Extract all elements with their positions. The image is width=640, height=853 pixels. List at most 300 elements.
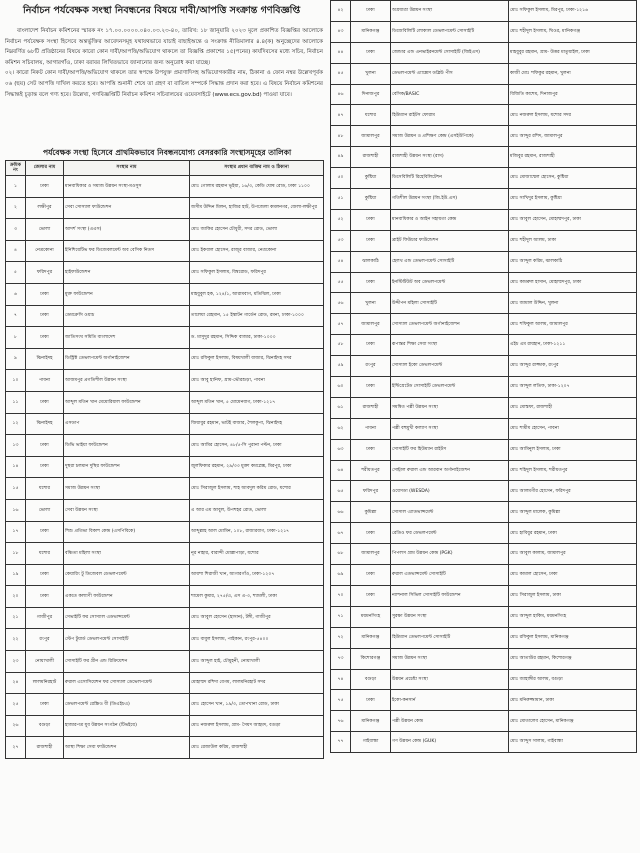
- cell-serial: ৫: [6, 262, 26, 284]
- cell-org-name: ডিসেবিলিটি রিহেবিলিটেশন: [391, 168, 509, 189]
- cell-org-name: সেন্ট্রাল রুরাল এন্ড আরবান অর্গানাইজেশন: [391, 460, 509, 481]
- cell-serial: ৫৮: [331, 335, 351, 356]
- cell-district: ঢাকা: [26, 176, 64, 198]
- cell-district: ভোলা: [26, 499, 64, 521]
- cell-head-address: মোঃ সফিকুল ইসলাম, মিরপুর, ঢাকা-১২১৬: [509, 1, 637, 22]
- cell-district: ঢাকা: [351, 585, 391, 606]
- cell-org-name: পল্লী বহুমুখী কল্যাণ সংস্থা: [391, 418, 509, 439]
- cell-district: জামালপুর: [351, 126, 391, 147]
- cell-org-name: রুরাল এডভান্সমেন্ট সোসাইটি: [391, 565, 509, 586]
- cell-head-address: মোঃ বাবুল ইসলাম, পাইকান, রংপুর-৫৪০০: [190, 629, 324, 651]
- cell-head-address: মোঃ আব্দুল করিম, ঝালকাঠি: [509, 251, 637, 272]
- cell-serial: ৬০: [331, 377, 351, 398]
- list-title: পর্যবেক্ষক সংস্থা হিসেবে প্রাথমিকভাবে নিবন্ধনযোগ্য বেসরকারি সংস্থাসমূহের তালিকা: [43, 148, 292, 157]
- cell-serial: ৬৭: [331, 523, 351, 544]
- table-row: [331, 1, 637, 22]
- cell-serial: ১: [6, 176, 26, 198]
- cell-district: ঢাকা: [26, 327, 64, 349]
- cell-org-name: ইকো-কনসার্ন: [391, 690, 509, 711]
- cell-district: বগুড়া: [351, 669, 391, 690]
- cell-org-name: বেসিক/BASIC: [391, 84, 509, 105]
- cell-org-name: শিশু প্রতিভা বিকাশ কেন্দ্র (এসপিবিকে): [64, 521, 190, 543]
- cell-org-name: সোসাইটি ফর গ্রীন এন্ড রিক্রিয়েশন: [64, 651, 190, 673]
- table-row: [6, 607, 324, 629]
- cell-head-address: মোঃ নজরুল ইসলাম, যশোর সদর: [509, 105, 637, 126]
- header-org-name: সংস্থার নাম: [64, 161, 190, 176]
- cell-district: পাবনা: [26, 370, 64, 392]
- table-row: [331, 314, 637, 335]
- cell-head-address: মোঃ জামাল উদ্দিন, খুলনা: [509, 293, 637, 314]
- cell-district: ঢাকা: [26, 564, 64, 586]
- cell-org-name: হিউম্যান রাইটস ফোরাম: [391, 105, 509, 126]
- cell-serial: ১৮: [6, 543, 26, 565]
- cell-serial: ৭০: [331, 585, 351, 606]
- table-row: [331, 397, 637, 418]
- cell-serial: ৫৪: [331, 251, 351, 272]
- table-row: [6, 694, 324, 716]
- cell-district: ঝিনাইদহ: [26, 413, 64, 435]
- cell-district: ঢাকা: [351, 377, 391, 398]
- cell-head-address: বিজিতি কাশেম, দিনাজপুর: [509, 84, 637, 105]
- cell-org-name: ডেমক্রেসি ওয়াচ: [64, 305, 190, 327]
- cell-head-address: মোঃ শহীদুল ইসলাম, ঘিওর, মানিকগঞ্জ: [509, 21, 637, 42]
- cell-head-address: মোঃ আব্দুল মালেক, কুমিল্লা: [509, 502, 637, 523]
- cell-org-name: হাজারপত্র যুব উন্নয়ন সংগঠন (টিভইয়ে): [64, 715, 190, 737]
- cell-district: ঢাকা: [26, 456, 64, 478]
- cell-serial: ৭৩: [331, 648, 351, 669]
- cell-district: ঢাকা: [351, 523, 391, 544]
- cell-district: লালমনিরহাট: [26, 672, 64, 694]
- table-row: [6, 672, 324, 694]
- cell-serial: ৭৪: [331, 669, 351, 690]
- cell-head-address: মোঃ শফিকুল আলম, জামালপুর: [509, 314, 637, 335]
- cell-org-name: ব্রাইট ফিউচার ফাউন্ডেশন: [391, 230, 509, 251]
- cell-org-name: আজমপুর প্রগতিশীল উন্নয়ন সংস্থা: [64, 370, 190, 392]
- cell-serial: ২৬: [6, 715, 26, 737]
- table-row: [6, 651, 324, 673]
- table-row: [6, 370, 324, 392]
- header-head-address: সংস্থার প্রধান ব্যক্তির নাম ও ঠিকানা: [190, 161, 324, 176]
- cell-serial: ১৭: [6, 521, 26, 543]
- table-row: [331, 42, 637, 63]
- cell-serial: ৪৬: [331, 84, 351, 105]
- table-row: [6, 413, 324, 435]
- cell-org-name: মুক্ত ফাউন্ডেশন: [64, 283, 190, 305]
- cell-org-name: ডেভলপমেন্ট এ্যাক্সেস ডব্লিউ পীস: [391, 63, 509, 84]
- cell-org-name: হিউম্যান ডেভলপমেন্ট সোসাইটি: [391, 627, 509, 648]
- cell-district: ঢাকা: [26, 435, 64, 457]
- cell-district: জামালপুর: [351, 544, 391, 565]
- cell-serial: ২৭: [6, 737, 26, 759]
- cell-serial: ৭৫: [331, 690, 351, 711]
- table-row: [6, 305, 324, 327]
- cell-district: শরীয়তপুর: [351, 460, 391, 481]
- cell-serial: ৭১: [331, 606, 351, 627]
- cell-head-address: মোঃ আবুল হোসেন (হাসান), টঙ্গী, গাজীপুর: [190, 607, 324, 629]
- cell-district: ঢাকা: [26, 694, 64, 716]
- cell-org-name: কেয়ারিং টু ডিজেবল ডেভলপমেন্ট: [64, 564, 190, 586]
- cell-head-address: এ আর এম আবুল, উপশহর রোড, ভোলা: [190, 499, 324, 521]
- cell-serial: ৪৮: [331, 126, 351, 147]
- cell-district: ঢাকা: [351, 1, 391, 22]
- cell-head-address: মোঃ মোজাম্মেল হোসেন, কুষ্টিয়া: [509, 168, 637, 189]
- cell-head-address: মজিবুর রহমান, রাজশাহী: [509, 147, 637, 168]
- cell-district: ঝালকাঠি: [351, 251, 391, 272]
- cell-district: কুষ্টিয়া: [351, 168, 391, 189]
- cell-district: গাইবান্ধা: [351, 732, 391, 753]
- table-row: [6, 521, 324, 543]
- cell-serial: ৭২: [331, 627, 351, 648]
- cell-head-address: মোঃ আব্দুল হাকিম, ময়মনসিংহ: [509, 606, 637, 627]
- cell-head-address: মোঃ কামরুল হাসান, মোহাম্মদপুর, ঢাকা: [509, 272, 637, 293]
- table-row: [331, 481, 637, 502]
- right-column: [330, 0, 638, 853]
- cell-serial: ১৪: [6, 456, 26, 478]
- cell-head-address: মোঃ আলমগীর হোসেন, ফরিদপুর: [509, 481, 637, 502]
- cell-serial: ২১: [6, 607, 26, 629]
- table-row: [331, 627, 637, 648]
- table-header-row: [6, 161, 324, 176]
- table-row: [331, 648, 637, 669]
- cell-district: ঢাকা: [26, 283, 64, 305]
- cell-org-name: ডিজেবিলিটি লোকাল ডেভলপমেন্ট সোসাইটি: [391, 21, 509, 42]
- cell-head-address: মোঃ গোলাম রহমান ভূইয়া, ১৬/৩, কেডি ঘোষ রোড, ঢাকা ১১০০: [190, 176, 324, 198]
- cell-serial: ২০: [6, 586, 26, 608]
- cell-serial: ২৪: [6, 672, 26, 694]
- cell-district: বগুড়া: [26, 715, 64, 737]
- cell-org-name: সমাজ উন্নয়ন সংস্থা: [391, 648, 509, 669]
- cell-district: মানিকগঞ্জ: [351, 21, 391, 42]
- cell-org-name: ন্যাশনাল সিভিল সোসাইটি ফাউন্ডেশন: [391, 585, 509, 606]
- cell-district: ঢাকা: [351, 439, 391, 460]
- cell-org-name: ডেভলপমেন্ট রেস্ক্রিও বী (ডিএইচএ): [64, 694, 190, 716]
- notice-paragraph-1: বাংলাদেশ নির্বাচন কমিশনের স্মারক নং ১৭.০০.০০০০.০৪০.০৩.২৩-৪০, তারিখ: ১৮ জানুয়ারি ২০২৩ মূলে প্রকাশিত বিজ্ঞপ্তির আলোকে নির্বাচন পর্যবেক্ষক সংস্থা হিসেবে অন্তর্ভুক্তির আবেদনসমূহ যথাযথভাবে যাচাই বাছাইঅন্তে ও সংক্রান্ত নীতিমালার ৪.৪(ক) অনুচ্ছেদের আলোকে নিম্নবর্ণিত ৬৮টি প্রতিষ্ঠানের বিষয়ে কারো কোন দাবী/আপত্তি/অভিযোগ থাকলে তা বিজ্ঞপ্তি প্রকাশের ১৫(পনের) কার্যদিবসের মধ্যে সচিব, নির্বাচন কমিশন সচিবালয়, আগারগাঁও, ঢাকা বরাবর লিখিতভাবে জানানোর জন্য অনুরোধ করা যাচ্ছে।: [5, 28, 323, 66]
- cell-district: নেত্রকোনা: [26, 240, 64, 262]
- table-row: [331, 690, 637, 711]
- cell-org-name: সোস্যাল ইকো ডেভলপমেন্ট: [391, 356, 509, 377]
- table-row: [6, 499, 324, 521]
- cell-org-name: সোসাইটি ফর হিউম্যান রাইটস: [391, 439, 509, 460]
- cell-org-name: সুরক্ষা উন্নয়ন সংস্থা: [391, 606, 509, 627]
- cell-org-name: রেডিও ফর ডেভলপমেন্ট: [391, 523, 509, 544]
- cell-org-name: গতিশীল উন্নয়ন সংস্থা (জি.ইউ.এস): [391, 189, 509, 210]
- cell-org-name: সোস্যাল ডেভলপমেন্ট অর্গানাইজেশন: [391, 314, 509, 335]
- cell-serial: ১০: [6, 370, 26, 392]
- cell-district: পাবনা: [351, 418, 391, 439]
- cell-serial: ২৫: [6, 694, 26, 716]
- cell-head-address: মোঃ আবুল কালাম, জামালপুর: [509, 544, 637, 565]
- table-row: [6, 456, 324, 478]
- cell-serial: ১৩: [6, 435, 26, 457]
- table-row: [331, 209, 637, 230]
- cell-district: রাজশাহী: [26, 737, 64, 759]
- table-row: [6, 586, 324, 608]
- cell-org-name: মানবাধিকার ও আইন সহায়তা কেন্দ্র: [391, 209, 509, 230]
- cell-head-address: মোঃ কামাল হোসেন, ঢাকা: [509, 565, 637, 586]
- table-row: [6, 176, 324, 198]
- cell-district: যশোর: [351, 105, 391, 126]
- cell-org-name: জাতিসংঘ সমিতি বাংলাদেশ: [64, 327, 190, 349]
- cell-org-name: গণ উন্নয়ন কেন্দ্র (GUK): [391, 732, 509, 753]
- cell-head-address: তালেয়া রেহমান, ১৫ ইস্কাটন গার্ডেন রোড, রমনা, ঢাকা-১০০০: [190, 305, 324, 327]
- cell-head-address: শামেল কুমার, ২৭৫/এ, এস এ-৩, শ্যামলী, ঢাকা: [190, 586, 324, 608]
- cell-district: নোয়াখালী: [26, 651, 64, 673]
- table-row: [331, 272, 637, 293]
- cell-serial: ৪৩: [331, 21, 351, 42]
- cell-serial: ৫১: [331, 189, 351, 210]
- cell-serial: ৪৭: [331, 105, 351, 126]
- cell-head-address: মাহবুবুল হক, ১২৪/১, আরামবাগ, মতিঝিল, ঢাকা: [190, 283, 324, 305]
- cell-serial: ৬২: [331, 418, 351, 439]
- cell-org-name: উদ্দীপন মহিলা সোসাইটি: [391, 293, 509, 314]
- table-row: [331, 711, 637, 732]
- cell-org-name: সেভাইটি ফর সোস্যাল এডভান্সমেন্ট: [64, 607, 190, 629]
- cell-district: ঢাকা: [26, 391, 64, 413]
- cell-org-name: ডিভি ভাইয়া ফাউন্ডেশন: [64, 435, 190, 457]
- table-row: [6, 327, 324, 349]
- table-body-right: [331, 1, 637, 753]
- cell-serial: ১৬: [6, 499, 26, 521]
- cell-district: লক্ষীপুর: [26, 197, 64, 219]
- cell-serial: ৪৫: [331, 63, 351, 84]
- table-row: [331, 439, 637, 460]
- cell-org-name: রূপান্তর শিক্ষা সেবা সংস্থা: [391, 335, 509, 356]
- cell-district: কুষ্টিয়া: [351, 189, 391, 210]
- table-row: [6, 629, 324, 651]
- cell-head-address: মোঃ আব্দুল হাই, চৌমুহনী, নোয়াখালী: [190, 651, 324, 673]
- cell-org-name: ডিস্ট্রিক্ট ডেভলপমেন্ট অর্গানাইজেশন: [64, 348, 190, 370]
- cell-district: ঢাকা: [351, 335, 391, 356]
- table-row: [6, 715, 324, 737]
- cell-head-address: মোঃ জাহাঙ্গীর আলম, বগুড়া: [509, 669, 637, 690]
- cell-org-name: স্টেপ টুয়ার্ড ডেভলপমেন্ট সোসাইটি: [64, 629, 190, 651]
- cell-head-address: মোঃ আব্দুল লতিফ, ঢাকা-১২০৭: [509, 377, 637, 398]
- cell-head-address: মোঃ শামীম হোসেন, পাবনা: [509, 418, 637, 439]
- cell-head-address: জিয়াবুর রহমান, ভাটই বাজার, শৈলকুপা, ঝিনাইদহ: [190, 413, 324, 435]
- cell-org-name: ইন্টিগ্রেটেড সোসাইটি ডেভলপমেন্ট: [391, 377, 509, 398]
- cell-head-address: মোঃ আব্দুর রশিদ, জামালপুর: [509, 126, 637, 147]
- cell-org-name: ইনস্টিটিউট অব ডেভলপমেন্ট: [391, 272, 509, 293]
- table-row: [331, 105, 637, 126]
- cell-district: ঢাকা: [351, 209, 391, 230]
- cell-serial: ৫৫: [331, 272, 351, 293]
- cell-district: ঝিনাইদহ: [26, 348, 64, 370]
- organizations-table-left: [5, 160, 324, 759]
- cell-org-name: অগ্রযাত্রা উন্নয়ন সংস্থা: [391, 1, 509, 22]
- cell-district: যশোর: [26, 543, 64, 565]
- cell-serial: ৬৮: [331, 544, 351, 565]
- cell-serial: ৬: [6, 283, 26, 305]
- cell-serial: ৬৪: [331, 460, 351, 481]
- cell-district: খুলনা: [351, 293, 391, 314]
- cell-serial: ৭৭: [331, 732, 351, 753]
- cell-serial: ৩: [6, 219, 26, 241]
- cell-org-name: পিপলস গ্রাম উন্নয়ন কেন্দ্র (PGK): [391, 544, 509, 565]
- cell-org-name: আব্দুল মতিন খান মেমোরিয়াল ফাউন্ডেশন: [64, 391, 190, 413]
- cell-serial: ৯: [6, 348, 26, 370]
- cell-head-address: মোঃ হোসেন খান, ১৯/৩, তোপখানা রোড, ঢাকা: [190, 694, 324, 716]
- table-row: [331, 418, 637, 439]
- cell-serial: ৬৩: [331, 439, 351, 460]
- cell-head-address: জসীম উদ্দিন মিলন, হাজির হাট, উপজেলা কমলনগর, জেলা-লক্ষীপুর: [190, 197, 324, 219]
- cell-serial: ৫০: [331, 168, 351, 189]
- cell-org-name: ওয়েসডা (WESDA): [391, 481, 509, 502]
- cell-serial: ৬৫: [331, 481, 351, 502]
- cell-org-name: ইনিশিয়েটিভ ফর ডিজেবলমেন্ট অব বেসিক নিডস: [64, 240, 190, 262]
- cell-org-name: জেন্ডার এন্ড এনভাইরনমেন্ট সোসাইটি (জিইএস): [391, 42, 509, 63]
- table-row: [6, 240, 324, 262]
- table-row: [331, 63, 637, 84]
- table-row: [331, 544, 637, 565]
- table-row: [331, 21, 637, 42]
- cell-org-name: বঞ্চিতা মহিলা সংস্থা: [64, 543, 190, 565]
- cell-org-name: একতে কল্যাণী ফাউন্ডেশন: [64, 586, 190, 608]
- table-row: [331, 189, 637, 210]
- cell-serial: ৭৬: [331, 711, 351, 732]
- cell-serial: ২২: [6, 629, 26, 651]
- table-row: [331, 230, 637, 251]
- table-body-left: [6, 176, 324, 759]
- cell-org-name: আস্থা শিক্ষা সেবা ফাউন্ডেশন: [64, 737, 190, 759]
- cell-head-address: মোহাম্মদ রশিদা বেগম, লালমনিরহাট সদর: [190, 672, 324, 694]
- cell-org-name: হাইফাউন্ডেশন: [64, 262, 190, 284]
- cell-serial: ৫৬: [331, 293, 351, 314]
- cell-org-name: উন্নয়ন প্রচেষ্টা সংস্থা: [391, 669, 509, 690]
- cell-head-address: আব্দুল্লাহ আল মোমিন, ১০৮, রাজারবাগ, ঢাকা-১২১৭: [190, 521, 324, 543]
- cell-serial: ৮: [6, 327, 26, 349]
- cell-org-name: আদর্শ সংস্থা (এএস): [64, 219, 190, 241]
- cell-org-name: সমাজ উন্নয়ন ও প্রশিক্ষণ কেন্দ্র (এসইউপিকে): [391, 126, 509, 147]
- cell-head-address: মোঃ আবুল হোসেন, মোহাম্মদপুর, ঢাকা: [509, 209, 637, 230]
- table-row: [331, 565, 637, 586]
- cell-serial: ৪৪: [331, 42, 351, 63]
- cell-head-address: মোঃ মনিরুজ্জামান, ঢাকা: [509, 690, 637, 711]
- organizations-table-right: [330, 0, 637, 753]
- cell-head-address: মোঃ সিরাজুল ইসলাম, শাহ আবদুল করিম রোড, যশোর: [190, 478, 324, 500]
- cell-org-name: হেলথ এন্ড ডেভলপমেন্ট সোসাইটি: [391, 251, 509, 272]
- cell-serial: ৪৯: [331, 147, 351, 168]
- notice-title: নির্বাচন পর্যবেক্ষক সংস্থা নিবন্ধনের বিষয়ে দাবী/আপত্তি সংক্রান্ত গণবিজ্ঞপ্তি: [23, 5, 301, 16]
- cell-district: ঢাকা: [26, 586, 64, 608]
- table-row: [331, 460, 637, 481]
- cell-head-address: মোঃ মোতালেব হোসেন, মানিকগঞ্জ: [509, 711, 637, 732]
- cell-org-name: সমন্বিত পল্লী উন্নয়ন সংস্থা: [391, 397, 509, 418]
- cell-head-address: মোঃ আবু হানিফ, গ্রাম-ভৌরশুড়া, পাবনা: [190, 370, 324, 392]
- cell-head-address: মোঃ সফিকুল ইসলাম, বিশ্বরোড, ফরিদপুর: [190, 262, 324, 284]
- table-row: [6, 391, 324, 413]
- cell-head-address: মোঃ হাবিবুর রহমান, ঢাকা: [509, 523, 637, 544]
- table-row: [331, 126, 637, 147]
- cell-head-address: মোঃ সিরাজুল ইসলাম, ঢাকা: [509, 585, 637, 606]
- cell-serial: ৪: [6, 240, 26, 262]
- cell-district: মানিকগঞ্জ: [351, 627, 391, 648]
- table-row: [331, 251, 637, 272]
- cell-head-address: ড. মাসুদুর রহমান, সিদ্দিক বাজার, ঢাকা-১০০০: [190, 327, 324, 349]
- cell-district: ঢাকা: [351, 565, 391, 586]
- cell-district: ময়মনসিংহ: [351, 606, 391, 627]
- cell-district: ভোলা: [26, 219, 64, 241]
- cell-org-name: এসডাপ: [64, 413, 190, 435]
- cell-serial: ৫৯: [331, 356, 351, 377]
- table-row: [6, 197, 324, 219]
- cell-org-name: মানবাধিকার ও সমাজ উন্নয়ন সংস্থা-মওসুস: [64, 176, 190, 198]
- cell-org-name: সেবা সোস্যাল ফাউন্ডেশন: [64, 197, 190, 219]
- cell-head-address: মাহবুবুর রহমান, গ্রাম- উত্তর মাতুয়াইল, ঢাকা: [509, 42, 637, 63]
- cell-serial: ৫৩: [331, 230, 351, 251]
- cell-head-address: মোঃ আব্দুর রাজ্জাক, রংপুর: [509, 356, 637, 377]
- cell-serial: ৪২: [331, 1, 351, 22]
- table-row: [6, 283, 324, 305]
- cell-district: দিনাজপুর: [351, 84, 391, 105]
- cell-head-address: মোঃ ইকবাল হোসেন, রাজূর বাজার, নেত্রকোনা: [190, 240, 324, 262]
- cell-org-name: সেবা উন্নয়ন সংস্থা: [64, 499, 190, 521]
- cell-district: কুমিল্লা: [351, 502, 391, 523]
- cell-org-name: সোসাল এ্যাডভান্সমেন্ট: [391, 502, 509, 523]
- cell-head-address: মোঃ সাখিদুর ইসলাম, কুষ্টিয়া: [509, 189, 637, 210]
- cell-serial: ২৩: [6, 651, 26, 673]
- cell-district: যশোর: [26, 478, 64, 500]
- cell-head-address: মোঃ রফিকুল ইসলাম, বিষয়খালী বাজার, ঝিনাইদহ সদর: [190, 348, 324, 370]
- table-row: [331, 669, 637, 690]
- cell-serial: ৬৬: [331, 502, 351, 523]
- left-column: [3, 0, 325, 853]
- cell-district: ঢাকা: [26, 305, 64, 327]
- cell-district: জামালপুর: [351, 314, 391, 335]
- header-serial: ক্রমিক নং: [6, 161, 26, 176]
- cell-head-address: মোঃ জাকির হোসেন চৌধুরী, সদর রোড, ভোলা: [190, 219, 324, 241]
- cell-head-address: মোঃ মোস্তফা, রাজশাহী: [509, 397, 637, 418]
- table-row: [6, 262, 324, 284]
- cell-district: রংপুর: [351, 356, 391, 377]
- cell-district: ঢাকা: [351, 230, 391, 251]
- cell-serial: ১২: [6, 413, 26, 435]
- table-row: [6, 737, 324, 759]
- cell-head-address: কাজী মোঃ শফিকুর রহমান, খুলনা: [509, 63, 637, 84]
- table-row: [331, 732, 637, 753]
- cell-serial: ২: [6, 197, 26, 219]
- cell-district: ফরিদপুর: [26, 262, 64, 284]
- table-row: [331, 377, 637, 398]
- cell-head-address: আব্দুল মতিন খান, ৫ মোমেনবাগ, ঢাকা-১২১৭: [190, 391, 324, 413]
- cell-head-address: জুলফিকার রহমান, ২৯/৩৩ মুক্তা কমপ্লেক্স, মিরপুর, ঢাকা: [190, 456, 324, 478]
- notice-paragraph-2: ০২। কারো নিকট কোন দাবী/আপত্তি/অভিযোগ থাকলে তার স্বপক্ষে উপযুক্ত প্রমাণাদিসহ অভিযোগকারীর নাম, ঠিকানা ও ফোন নম্বর উল্লেখপূর্বক ০৬ (ছয়) সেট আপত্তি দাখিল করতে হবে। আপত্তি শুনানী শেষে তা গ্রহণ বা বাতিল সম্পর্কে সিদ্ধান্ত প্রদান করা হবে। এ বিষয়ে নির্বাচন কমিশনের সিদ্ধান্তই চূড়ান্ত বলে গণ্য হবে। উল্লেখ্য, গণবিজ্ঞপ্তিটি নির্বাচন কমিশন সচিবালয়ের ওয়েবসাইটে (www.ecs.gov.bd) পাওয়া যাবে।: [5, 70, 323, 98]
- header-district: জেলার নাম: [26, 161, 64, 176]
- cell-district: মানিকগঞ্জ: [351, 711, 391, 732]
- cell-district: রাজশাহী: [351, 147, 391, 168]
- cell-district: গাজীপুর: [26, 607, 64, 629]
- cell-district: রংপুর: [26, 629, 64, 651]
- cell-org-name: সমাজ উন্নয়ন সংস্থা: [64, 478, 190, 500]
- table-row: [6, 219, 324, 241]
- cell-district: রাজশাহী: [351, 397, 391, 418]
- table-row: [331, 585, 637, 606]
- cell-head-address: মোঃ শহীদুল আলম, ঢাকা: [509, 230, 637, 251]
- cell-serial: ৫৭: [331, 314, 351, 335]
- cell-serial: ১৫: [6, 478, 26, 500]
- table-row: [6, 435, 324, 457]
- cell-district: ঢাকা: [351, 272, 391, 293]
- cell-org-name: রাজশাহী উন্নয়ন সংস্থা (রাস): [391, 147, 509, 168]
- cell-head-address: মোঃ আমিনুল ইসলাম, ঢাকা: [509, 439, 637, 460]
- cell-serial: ৭: [6, 305, 26, 327]
- table-row: [331, 606, 637, 627]
- cell-serial: ৫২: [331, 209, 351, 230]
- table-row: [331, 356, 637, 377]
- table-row: [331, 293, 637, 314]
- table-row: [6, 543, 324, 565]
- table-row: [331, 335, 637, 356]
- cell-head-address: আয়শা শিরাজী খান, আগারগাঁও, ঢাকা-১২০৭: [190, 564, 324, 586]
